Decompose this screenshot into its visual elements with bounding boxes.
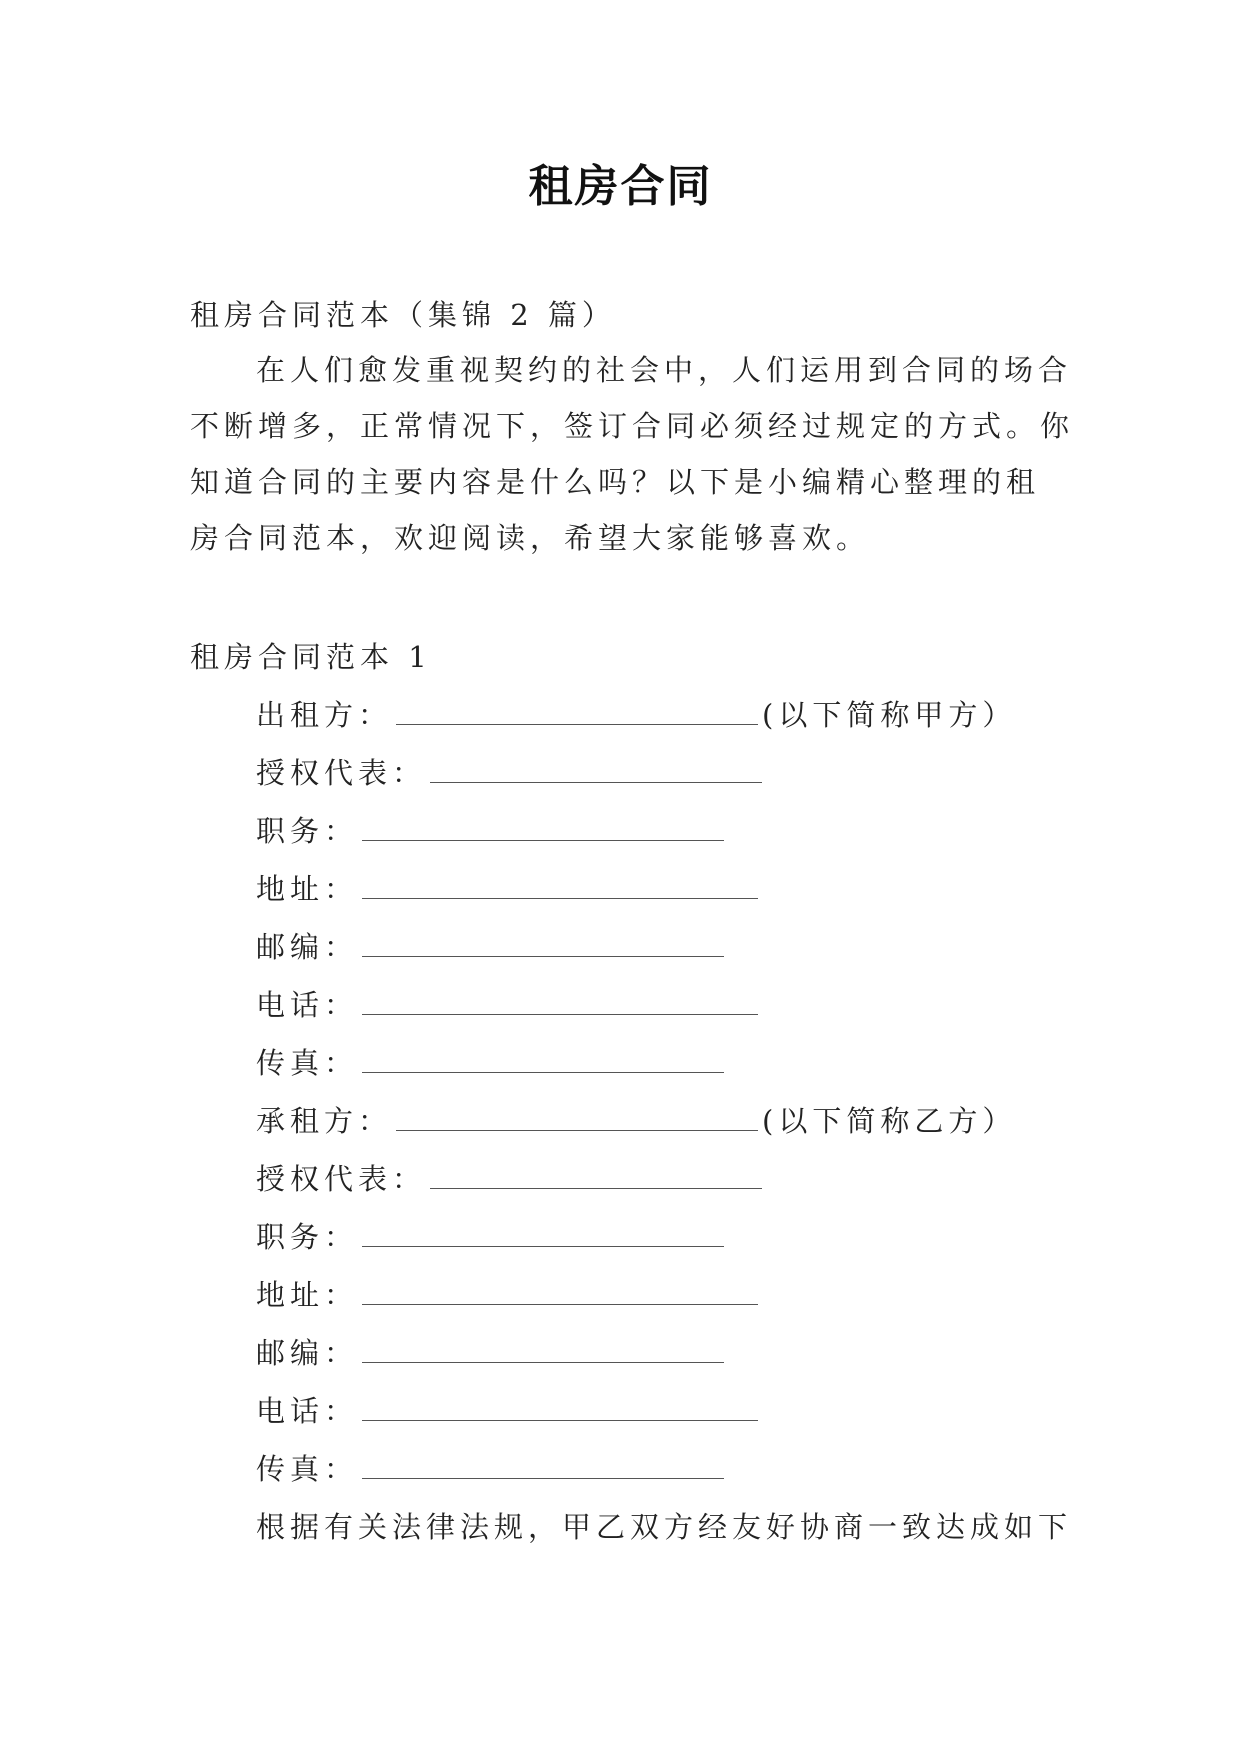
party-a-postcode-label: 邮编： (256, 930, 359, 964)
document-title: 租房合同 (528, 161, 713, 212)
party-b-fax-row (256, 1449, 728, 1489)
party-b-title-blank[interactable] (362, 1220, 724, 1247)
party-b-fax-blank[interactable] (362, 1452, 724, 1479)
party-a-fax-row (256, 1043, 728, 1083)
party-b-postcode-label: 邮编： (256, 1336, 359, 1370)
closing-line: 根据有关法律法规，甲乙双方经友好协商一致达成如下 (256, 1510, 1073, 1544)
party-a-rep-row (256, 753, 766, 793)
intro-line-2: 不断增多，正常情况下，签订合同必须经过规定的方式。你 (190, 409, 1075, 443)
party-a-phone-blank[interactable] (362, 988, 758, 1015)
party-b-address-label: 地址： (256, 1278, 359, 1312)
party-a-phone-label: 电话： (256, 988, 359, 1022)
party-a-title-label: 职务： (256, 814, 359, 848)
party-a-name-blank[interactable] (396, 698, 758, 725)
party-b-phone-label: 电话： (256, 1394, 359, 1428)
party-a-address-label: 地址： (256, 872, 359, 906)
intro-line-1: 在人们愈发重视契约的社会中，人们运用到合同的场合 (256, 353, 1073, 387)
party-b-phone-blank[interactable] (362, 1394, 758, 1421)
party-b-title-row (256, 1217, 728, 1257)
party-a-address-row (256, 869, 762, 909)
party-a-title-blank[interactable] (362, 814, 724, 841)
intro-line-3: 知道合同的主要内容是什么吗？以下是小编精心整理的租 (190, 465, 1041, 499)
party-b-name-suffix: (以下简称乙方） (762, 1104, 1017, 1138)
party-a-phone-row (256, 985, 762, 1025)
party-a-address-blank[interactable] (362, 872, 758, 899)
party-a-name-suffix: (以下简称甲方） (762, 698, 1017, 732)
section-heading: 租房合同范本 1 (190, 640, 432, 674)
party-a-fax-blank[interactable] (362, 1046, 724, 1073)
party-a-title-row (256, 811, 728, 851)
party-b-rep-label: 授权代表： (256, 1162, 427, 1196)
party-b-rep-row (256, 1159, 766, 1199)
party-a-postcode-blank[interactable] (362, 930, 724, 957)
party-b-phone-row (256, 1391, 762, 1431)
party-b-fax-label: 传真： (256, 1452, 359, 1486)
party-a-name-row (256, 695, 1016, 735)
party-a-rep-blank[interactable] (430, 756, 762, 783)
party-a-rep-label: 授权代表： (256, 756, 427, 790)
party-b-postcode-row (256, 1333, 728, 1373)
intro-line-4: 房合同范本，欢迎阅读，希望大家能够喜欢。 (190, 521, 871, 555)
party-b-name-label: 承租方： (256, 1104, 393, 1138)
party-b-address-blank[interactable] (362, 1278, 758, 1305)
party-b-postcode-blank[interactable] (362, 1336, 724, 1363)
party-a-postcode-row (256, 927, 728, 967)
party-b-name-row (256, 1101, 1016, 1141)
party-a-fax-label: 传真： (256, 1046, 359, 1080)
document-subtitle: 租房合同范本（集锦 2 篇） (190, 298, 616, 332)
party-b-title-label: 职务： (256, 1220, 359, 1254)
party-a-name-label: 出租方： (256, 698, 393, 732)
party-b-rep-blank[interactable] (430, 1162, 762, 1189)
party-b-address-row (256, 1275, 762, 1315)
party-b-name-blank[interactable] (396, 1104, 758, 1131)
